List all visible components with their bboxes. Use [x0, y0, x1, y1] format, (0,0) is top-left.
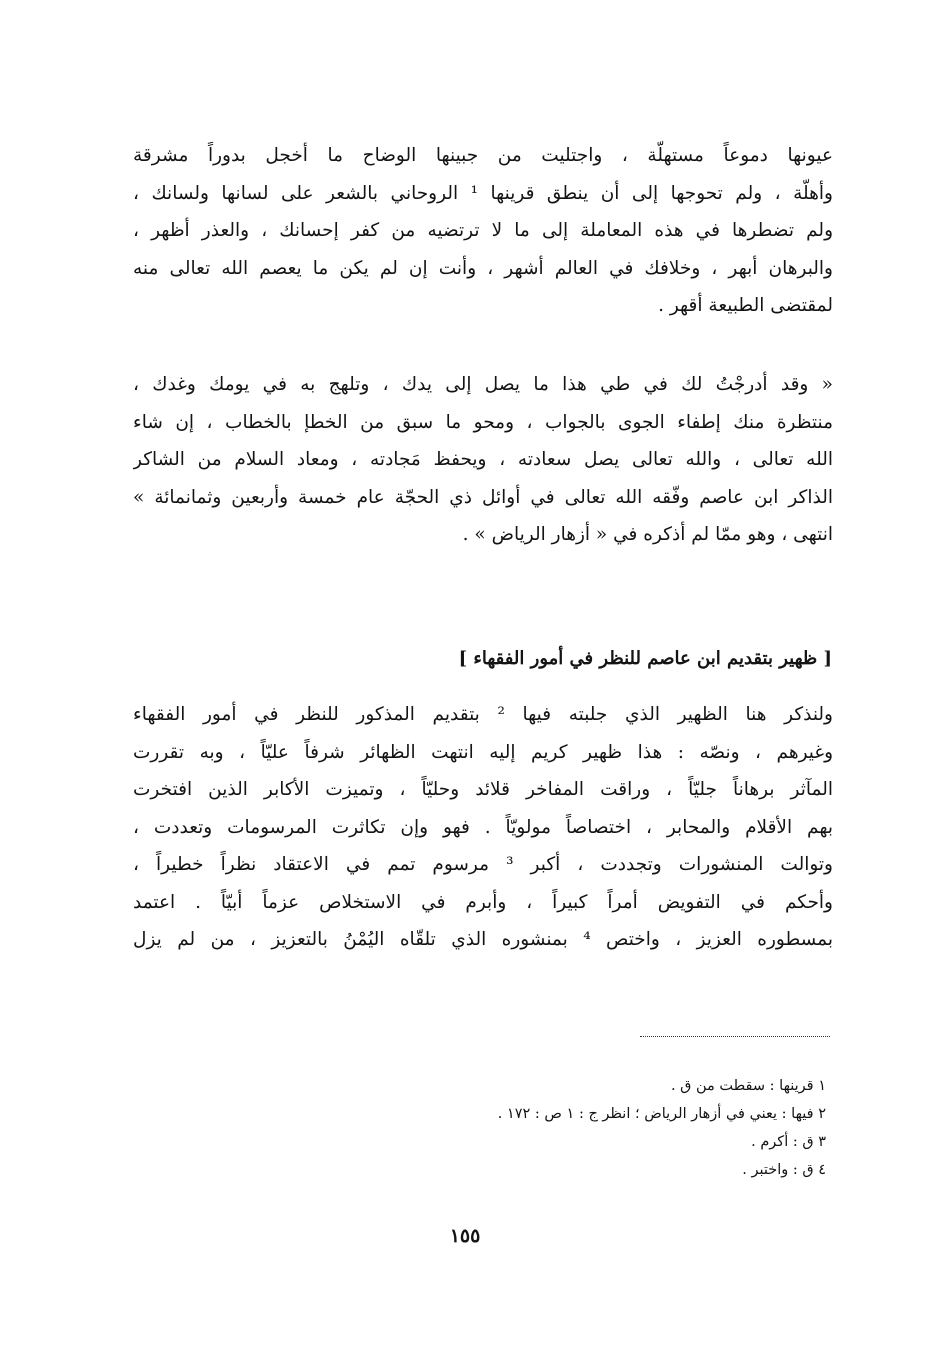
footnote: ٣ ق : أكرم . [751, 1134, 826, 1150]
text-line: وأهلّة ، ولم تحوجها إلى أن ينطق قرينها ¹ الروحاني بالشعر على لسانها ولسانك ، [133, 182, 833, 204]
text-line: والبرهان أبهر ، وخلافك في العالم أشهر ، وأنت إن لم يكن ما يعصم الله تعالى منه [133, 257, 833, 279]
text-line: ولم تضطرها في هذه المعاملة إلى ما لا ترتضيه من كفر إحسانك ، والعذر أظهر ، [133, 220, 833, 241]
page-number: ١٥٥ [449, 1225, 481, 1247]
text-line: لمقتضى الطبيعة أقهر . [658, 295, 833, 316]
text-line: الله تعالى ، والله تعالى يصل سعادته ، ويحفظ مَجادته ، ومعاد السلام من الشاكر [133, 449, 833, 470]
footnote: ٢ فيها : يعني في أزهار الرياض ؛ انظر ج : ١ ص : ١٧٢ . [497, 1106, 826, 1122]
text-line: انتهى ، وهو ممّا لم أذكره في « أزهار الرياض » . [462, 524, 833, 545]
text-line: بهم الأقلام والمحابر ، اختصاصاً مولويّاً . فهو وإن تكاثرت المرسومات وتعددت ، [133, 816, 833, 838]
text-line: وتوالت المنشورات وتجددت ، أكبر ³ مرسوم تمم في الاعتقاد نظراً خطيراً ، [133, 854, 833, 875]
text-line: عيونها دموعاً مستهلّة ، واجتليت من جبينها الوضاح ما أخجل بدوراً مشرقة [133, 145, 833, 166]
text-line: منتظرة منك إطفاء الجوى بالجواب ، ومحو ما سبق من الخطإ بالخطاب ، إن شاء [133, 411, 833, 433]
text-line: « وقد أدرجْتُ لك في طي هذا ما يصل إلى يدك ، وتلهج به في يومك وغدك ، [133, 374, 833, 395]
footnote: ١ قرينها : سقطت من ق . [670, 1078, 826, 1094]
text-line: الذاكر ابن عاصم وفّقه الله تعالى في أوائل ذي الحجّة عام خمسة وأربعين وثمانمائة » [133, 486, 833, 508]
footnote: ٤ ق : واختبر . [742, 1162, 826, 1178]
text-line: وغيرهم ، ونصّه : هذا ظهير كريم إليه انتهت الظهائر شرفاً عليّاً ، وبه تقررت [133, 741, 833, 763]
text-line: بمسطوره العزيز ، واختص ⁴ بمنشوره الذي تلقّاه اليُمْنُ بالتعزيز ، من لم يزل [133, 929, 833, 950]
paragraph-3 [133, 696, 833, 959]
text-line: ولنذكر هنا الظهير الذي جلبته فيها ² بتقديم المذكور للنظر في أمور الفقهاء [133, 704, 833, 725]
text-line: المآثر برهاناً جليّاً ، وراقت المفاخر قلائد وحليّاً ، وتميزت الأكابر الذين افتخرت [133, 779, 833, 800]
text-line: وأحكم في التفويض أمراً كبيراً ، وأبرم في الاستخلاص عزماً أبيّاً . اعتمد [133, 891, 833, 913]
footnotes [306, 1072, 826, 1184]
paragraph-1 [133, 137, 833, 325]
footnote-separator [640, 1036, 830, 1037]
paragraph-2 [133, 366, 833, 554]
section-heading: [ ظهير بتقديم ابن عاصم للنظر في أمور الفقهاء ] [458, 648, 832, 669]
